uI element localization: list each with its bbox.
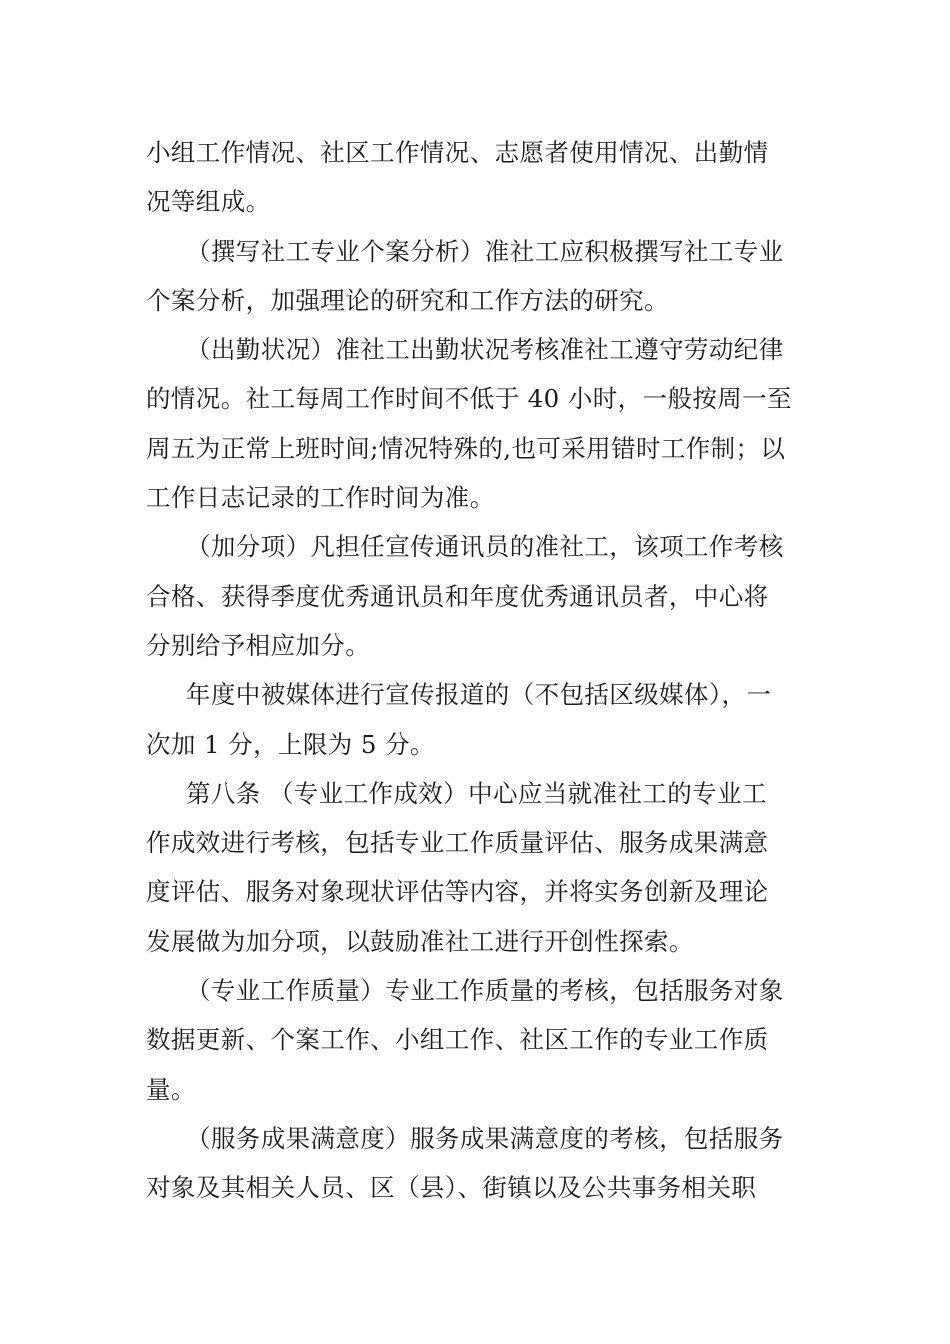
text-line: 周五为正常上班时间;情况特殊的,也可采用错时工作制；以	[146, 433, 786, 463]
text-line: （加分项）凡担任宣传通讯员的准社工，该项工作考核	[186, 532, 784, 562]
text-line: 作成效进行考核，包括专业工作质量评估、服务成果满意	[146, 828, 769, 858]
text-line: （出勤状况）准社工出勤状况考核准社工遵守劳动纪律	[186, 335, 784, 365]
text-line: 小组工作情况、社区工作情况、志愿者使用情况、出勤情	[146, 138, 769, 167]
text-line: （服务成果满意度）服务成果满意度的考核，包括服务	[186, 1123, 784, 1153]
document-body	[146, 128, 808, 1213]
text-line: 况等组成。	[146, 187, 271, 217]
text-line: 对象及其相关人员、区（县）、街镇以及公共事务相关职	[146, 1173, 757, 1203]
text-line: 合格、获得季度优秀通讯员和年度优秀通讯员者，中心将	[146, 581, 769, 611]
text-line: 量。	[146, 1074, 196, 1104]
text-line: 的情况。社工每周工作时间不低于 40 小时，一般按周一至	[146, 384, 792, 414]
text-line: （专业工作质量）专业工作质量的考核，包括服务对象	[186, 976, 784, 1006]
text-line: 第八条 （专业工作成效）中心应当就准社工的专业工	[186, 778, 767, 808]
text-line: 个案分析，加强理论的研究和工作方法的研究。	[146, 285, 669, 315]
text-line: 次加 1 分，上限为 5 分。	[146, 729, 435, 759]
text-line: 发展做为加分项，以鼓励准社工进行开创性探索。	[146, 926, 694, 956]
text-line: 年度中被媒体进行宣传报道的（不包括区级媒体），一	[186, 680, 772, 710]
text-line: 工作日志记录的工作时间为准。	[146, 483, 495, 513]
text-line: 分别给予相应加分。	[146, 630, 371, 660]
text-line: 数据更新、个案工作、小组工作、社区工作的专业工作质	[146, 1025, 769, 1055]
text-line: （撰写社工专业个案分析）准社工应积极撰写社工专业	[186, 236, 784, 266]
text-line: 度评估、服务对象现状评估等内容，并将实务创新及理论	[146, 877, 769, 907]
